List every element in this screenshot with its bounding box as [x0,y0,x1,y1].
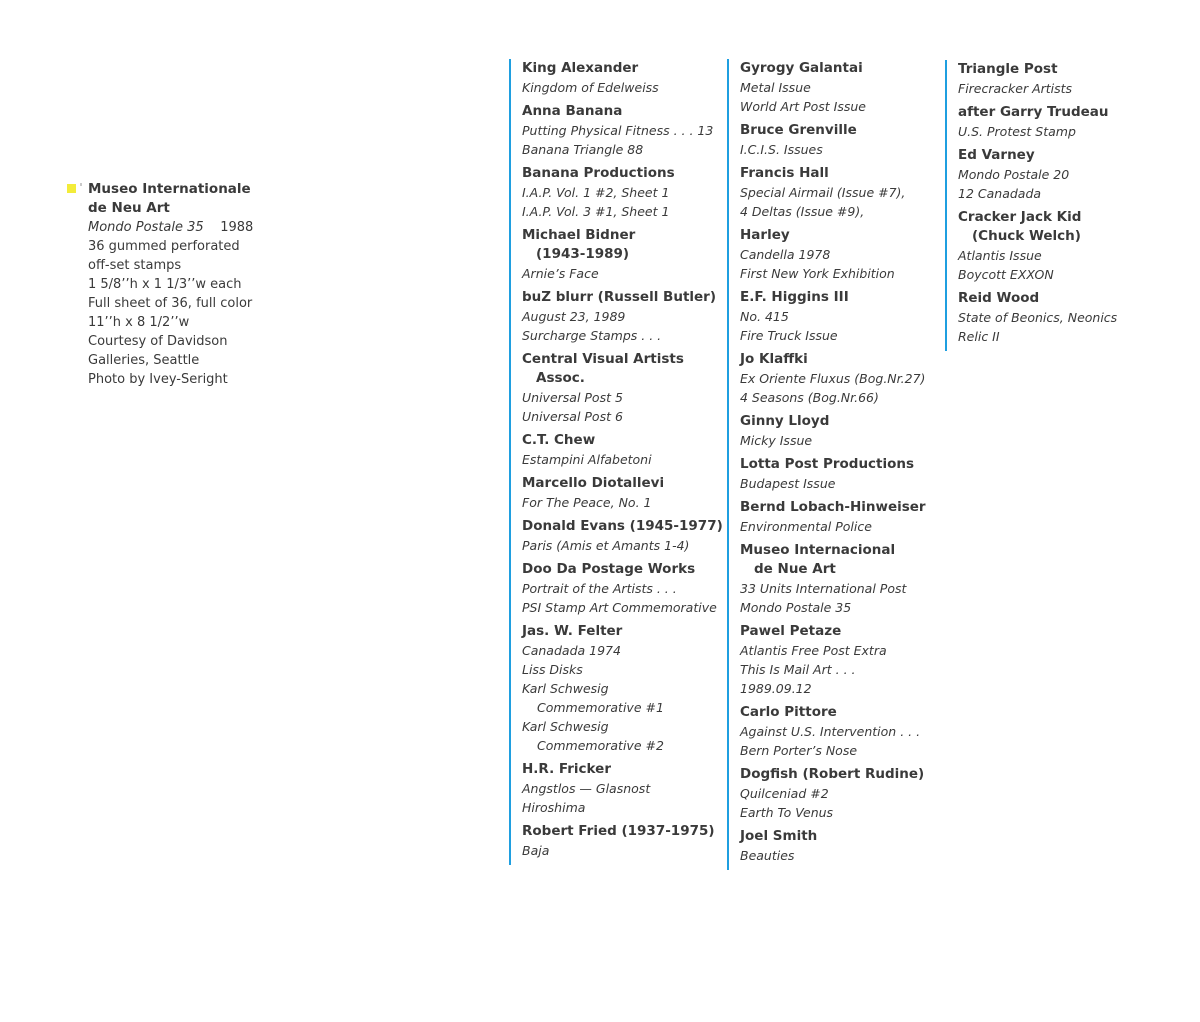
artist-name: Anna Banana [522,103,623,119]
work-title: Baja [522,843,550,858]
work-title: Hiroshima [522,800,586,815]
caption-detail-line: 36 gummed perforated [88,239,240,254]
artist-name: Museo Internacional [740,542,896,558]
artist-name: Pawel Petaze [740,623,842,639]
work-title: U.S. Protest Stamp [958,124,1076,139]
artist-entry [958,60,1145,98]
work-title: Relic II [958,329,1000,344]
artist-name: Robert Fried (1937-1975) [522,823,715,839]
caption-detail-line: off-set stamps [88,258,182,273]
work-title: Estampini Alfabetoni [522,452,652,467]
artist-name: Michael Bidner [522,227,636,243]
work-title: For The Peace, No. 1 [522,495,652,510]
work-title: Portrait of the Artists . . . [522,581,677,596]
artist-entry [522,431,719,469]
artist-entry [740,164,941,221]
caption-detail-line: 1 5/8’’h x 1 1/3’’w each [88,277,242,292]
work-title: Micky Issue [740,433,813,448]
artist-name: Jo Klaffki [740,351,808,367]
work-title: State of Beonics, Neonics [958,310,1118,325]
caption-details [88,237,348,389]
artist-name: Gyrogy Galantai [740,60,863,76]
caption-detail-line: Galleries, Seattle [88,353,200,368]
work-title: Paris (Amis et Amants 1-4) [522,538,690,553]
artist-name: E.F. Higgins III [740,289,849,305]
work-title: Liss Disks [522,662,583,677]
artist-name: Cracker Jack Kid [958,209,1082,225]
work-title: Atlantis Issue [958,248,1042,263]
artist-name: Central Visual Artists [522,351,684,367]
artist-name: Ed Varney [958,147,1035,163]
artist-entry [522,822,719,860]
artist-entry [740,121,941,159]
artist-name: Ginny Lloyd [740,413,830,429]
artist-entry [740,288,941,345]
work-title: Quilceniad #2 [740,786,829,801]
caption-title-line-2: de Neu Art [88,200,170,216]
caption-marker [67,184,76,193]
work-title: Putting Physical Fitness . . . 13 [522,123,714,138]
artist-name: Triangle Post [958,61,1058,77]
work-title: Special Airmail (Issue #7), [740,185,906,200]
caption-detail-line: Photo by Ivey-Seright [88,372,228,387]
artist-name: after Garry Trudeau [958,104,1109,120]
artist-name: Doo Da Postage Works [522,561,696,577]
work-title: Boycott EXXON [958,267,1054,282]
artist-name: King Alexander [522,60,639,76]
work-title: PSI Stamp Art Commemorative [522,600,717,615]
artist-name: Harley [740,227,790,243]
artist-name: Lotta Post Productions [740,456,915,472]
artist-entry [522,560,719,617]
work-title: Budapest Issue [740,476,836,491]
artist-entry [522,474,719,512]
caption-marker-dot [80,183,82,186]
work-title: No. 415 [740,309,789,324]
artist-name: (1943-1989) [536,246,630,262]
artist-entry [740,498,941,536]
artist-entry [522,102,719,159]
artist-name: Francis Hall [740,165,829,181]
work-title: Firecracker Artists [958,81,1073,96]
work-title: 12 Canadada [958,186,1042,201]
work-title: This Is Mail Art . . . [740,662,856,677]
artist-entry [522,517,723,555]
work-title: Beauties [740,848,795,863]
artist-name: (Chuck Welch) [972,228,1081,244]
work-title: Atlantis Free Post Extra [740,643,887,658]
artist-name: Jas. W. Felter [522,623,623,639]
artist-entry [522,226,719,283]
work-title: First New York Exhibition [740,266,895,281]
caption-year: 1988 [220,220,254,235]
work-title: Universal Post 6 [522,409,623,424]
work-title: 4 Deltas (Issue #9), [740,204,865,219]
artist-entry [740,226,941,283]
work-title: Mondo Postale 35 [740,600,852,615]
caption-title-line-1: Museo Internationale [88,181,251,197]
artist-name: de Nue Art [754,561,836,577]
artist-name: Joel Smith [740,828,818,844]
work-title: Karl Schwesig [522,681,609,696]
artist-entry [958,103,1145,141]
artist-name: C.T. Chew [522,432,596,448]
artist-entry [740,622,941,698]
caption-series-row [88,218,348,237]
artist-entry [740,541,941,617]
artist-entry [522,622,719,755]
artist-entry [522,59,719,97]
caption-block [88,180,348,389]
work-title: 1989.09.12 [740,681,812,696]
work-title: World Art Post Issue [740,99,866,114]
work-title: Earth To Venus [740,805,834,820]
artist-entry [740,455,941,493]
work-title: Angstlos — Glasnost [522,781,651,796]
artist-entry [522,760,719,817]
work-title: Universal Post 5 [522,390,623,405]
artist-entry [740,350,941,407]
work-title: I.C.I.S. Issues [740,142,823,157]
work-title: Banana Triangle 88 [522,142,644,157]
work-title: Against U.S. Intervention . . . [740,724,921,739]
artist-entry [740,827,941,865]
artist-name: Banana Productions [522,165,675,181]
work-title: Canadada 1974 [522,643,621,658]
work-title: Bern Porter’s Nose [740,743,858,758]
caption-detail-line: Courtesy of Davidson [88,334,228,349]
work-title: Candella 1978 [740,247,831,262]
artist-name: Reid Wood [958,290,1040,306]
work-title: Ex Oriente Fluxus (Bog.Nr.27) [740,371,926,386]
artist-name: Dogfish (Robert Rudine) [740,766,925,782]
artist-column-1 [509,59,723,865]
work-title: Karl Schwesig [522,719,609,734]
work-title: Surcharge Stamps . . . [522,328,662,343]
artist-entry [522,164,719,221]
artist-name: Assoc. [536,370,585,386]
work-title: 4 Seasons (Bog.Nr.66) [740,390,879,405]
artist-name: Marcello Diotallevi [522,475,665,491]
work-title: 33 Units International Post [740,581,907,596]
artist-name: buZ blurr (Russell Butler) [522,289,717,305]
work-title: I.A.P. Vol. 3 #1, Sheet 1 [522,204,670,219]
artist-name: Donald Evans (1945-1977) [522,518,723,534]
artist-name: Bernd Lobach-Hinweiser [740,499,926,515]
artist-column-2 [727,59,941,870]
caption-detail-line: 11’’h x 8 1/2’’w [88,315,190,330]
caption-detail-line: Full sheet of 36, full color [88,296,253,311]
artist-entry [740,59,941,116]
work-title: Fire Truck Issue [740,328,838,343]
artist-entry [958,208,1145,284]
artist-entry [740,412,941,450]
work-title: Kingdom of Edelweiss [522,80,659,95]
artist-name: Carlo Pittore [740,704,837,720]
artist-entry [958,146,1145,203]
work-title: Commemorative #2 [537,738,664,753]
artist-name: Bruce Grenville [740,122,857,138]
artist-entry [522,288,719,345]
artist-entry [740,703,941,760]
artist-name: H.R. Fricker [522,761,611,777]
work-title: Mondo Postale 20 [958,167,1070,182]
work-title: Metal Issue [740,80,811,95]
caption-series: Mondo Postale 35 [88,220,204,235]
work-title: Commemorative #1 [537,700,664,715]
work-title: I.A.P. Vol. 1 #2, Sheet 1 [522,185,670,200]
artist-column-3 [945,60,1145,351]
artist-entry [958,289,1145,346]
work-title: Arnie’s Face [522,266,599,281]
artist-entry [740,765,941,822]
work-title: August 23, 1989 [522,309,626,324]
artist-entry [522,350,719,426]
work-title: Environmental Police [740,519,872,534]
